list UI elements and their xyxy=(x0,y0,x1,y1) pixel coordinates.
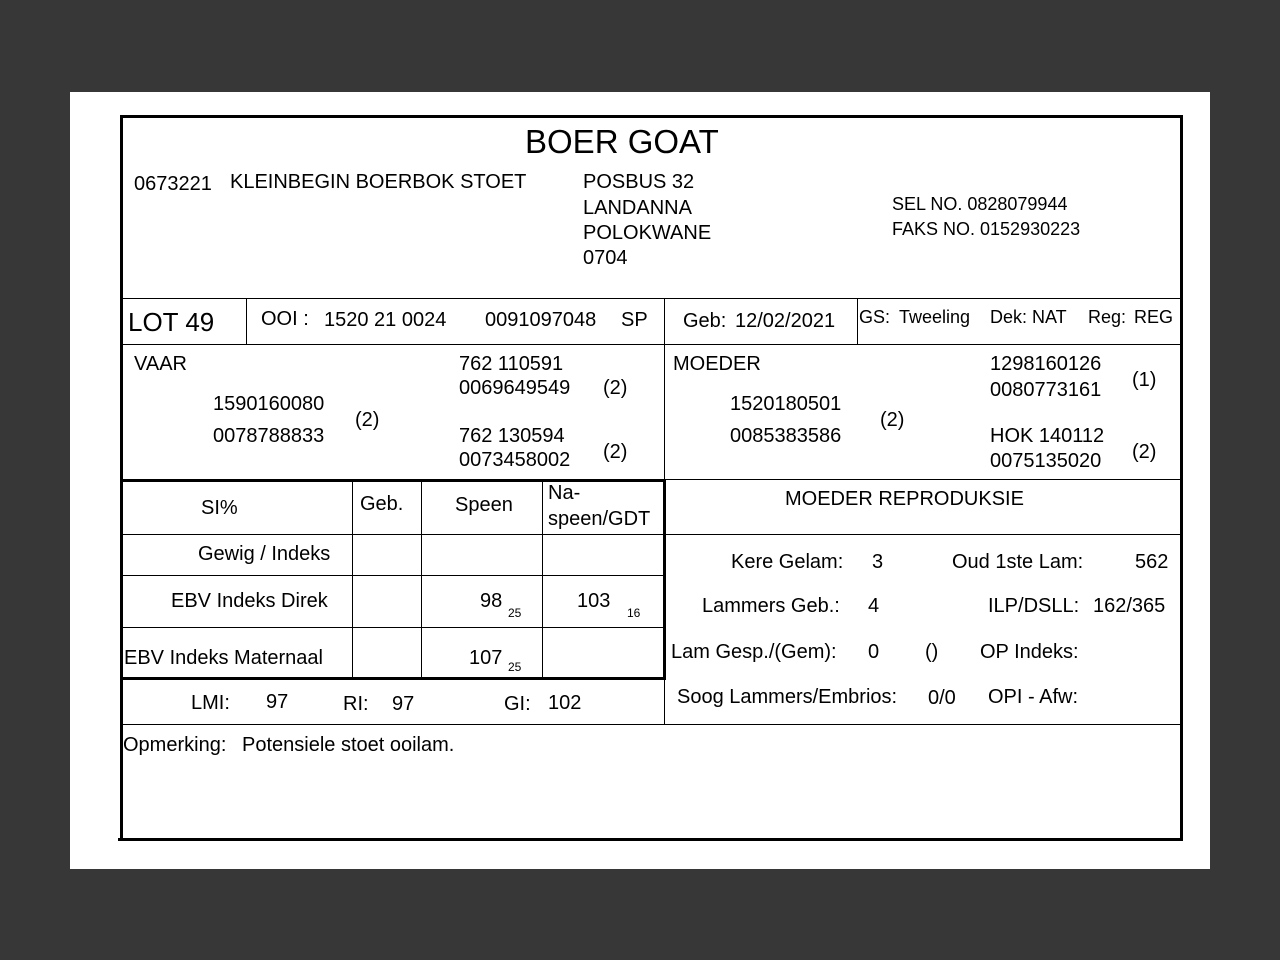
moeder-vaar-id: 1298160126 xyxy=(990,353,1102,375)
cell-number: SEL NO. 0828079944 xyxy=(892,194,1068,214)
kere-gelam-value: 3 xyxy=(872,551,884,573)
direk-speen-value: 98 xyxy=(480,590,503,612)
ooi-id: 1520 21 0024 xyxy=(324,309,447,331)
lammers-geb-label: Lammers Geb.: xyxy=(702,595,840,617)
lam-gesp-paren: () xyxy=(925,641,939,663)
moeder-moeder-reg: 0075135020 xyxy=(990,450,1102,472)
gs-label: GS: xyxy=(859,307,891,327)
oud-1ste-lam-value: 562 xyxy=(1135,551,1169,573)
moeder-count: (2) xyxy=(880,409,905,431)
lot-label: LOT 49 xyxy=(128,307,215,337)
address-line-4: 0704 xyxy=(583,247,628,269)
address-line-1: POSBUS 32 xyxy=(583,171,695,193)
col-header-naspeen-2: speen/GDT xyxy=(548,508,651,530)
reg-value: REG xyxy=(1134,307,1174,327)
repro-title: MOEDER REPRODUKSIE xyxy=(785,488,1024,510)
rule-pedigree-bottom-left xyxy=(122,479,665,482)
ilp-dsll-value: 162/365 xyxy=(1093,595,1166,617)
moeder-vaar-count: (1) xyxy=(1132,369,1157,391)
rule-col-geb-speen xyxy=(421,482,422,679)
lam-gesp-label: Lam Gesp./(Gem): xyxy=(671,641,837,663)
vaar-reg: 0078788833 xyxy=(213,425,325,447)
moeder-vaar-reg: 0080773161 xyxy=(990,379,1102,401)
frame-left xyxy=(120,115,123,841)
gs-value: Tweeling xyxy=(899,307,971,327)
fax-number: FAKS NO. 0152930223 xyxy=(892,219,1081,239)
breeder-name: KLEINBEGIN BOERBOK STOET xyxy=(230,171,527,193)
rule-perf-header xyxy=(122,534,665,535)
ooi-label: OOI : xyxy=(261,308,309,330)
vaar-moeder-reg: 0073458002 xyxy=(459,449,571,471)
address-line-2: LANDANNA xyxy=(583,197,692,219)
lammers-geb-value: 4 xyxy=(868,595,880,617)
lmi-value: 97 xyxy=(266,691,289,713)
rule-lot-top xyxy=(122,298,1180,299)
vaar-id: 1590160080 xyxy=(213,393,325,415)
geb-label: Geb: xyxy=(683,310,727,332)
gi-label: GI: xyxy=(504,693,531,715)
rule-col-si-geb xyxy=(352,482,353,679)
lmi-label: LMI: xyxy=(191,692,230,714)
vaar-moeder-count: (2) xyxy=(603,441,628,463)
row-label-direk: EBV Indeks Direk xyxy=(171,590,328,612)
rule-col-speen-naspeen xyxy=(542,482,543,679)
rule-repro-header xyxy=(665,534,1180,535)
address-line-3: POLOKWANE xyxy=(583,222,712,244)
direk-naspeen-value: 103 xyxy=(577,590,611,612)
remarks-label: Opmerking: xyxy=(123,734,227,756)
ooi-reg: 0091097048 xyxy=(485,309,597,331)
reg-label: Reg: xyxy=(1088,307,1127,327)
lam-gesp-value: 0 xyxy=(868,641,880,663)
row-label-maternaal: EBV Indeks Maternaal xyxy=(124,647,323,669)
ooi-sp: SP xyxy=(621,309,648,331)
rule-perf-maternaal xyxy=(122,677,666,680)
vaar-label: VAAR xyxy=(134,353,187,375)
maternaal-speen-value: 107 xyxy=(469,647,503,669)
soog-lammers-label: Soog Lammers/Embrios: xyxy=(677,686,898,708)
dek-label: Dek: xyxy=(990,307,1028,327)
col-header-si: SI% xyxy=(201,497,238,519)
frame-right xyxy=(1180,115,1183,841)
kere-gelam-label: Kere Gelam: xyxy=(731,551,844,573)
ilp-dsll-label: ILP/DSLL: xyxy=(988,595,1080,617)
moeder-moeder-id: HOK 140112 xyxy=(990,425,1105,447)
geb-date: 12/02/2021 xyxy=(735,310,836,332)
maternaal-speen-subscript: 25 xyxy=(508,660,522,674)
ri-label: RI: xyxy=(343,693,369,715)
direk-speen-subscript: 25 xyxy=(508,606,522,620)
frame-top xyxy=(120,115,1183,118)
moeder-label: MOEDER xyxy=(673,353,761,375)
oud-1ste-lam-label: Oud 1ste Lam: xyxy=(952,551,1084,573)
breeder-number: 0673221 xyxy=(134,173,212,195)
op-indeks-label: OP Indeks: xyxy=(980,641,1079,663)
dek-value: NAT xyxy=(1032,307,1067,327)
remarks-text: Potensiele stoet ooilam. xyxy=(242,734,455,756)
moeder-reg: 0085383586 xyxy=(730,425,842,447)
direk-naspeen-subscript: 16 xyxy=(627,606,641,620)
moeder-id: 1520180501 xyxy=(730,393,842,415)
rule-lot-bottom xyxy=(122,344,1180,345)
ri-value: 97 xyxy=(392,693,415,715)
vaar-vaar-id: 762 110591 xyxy=(459,353,564,375)
col-header-naspeen-1: Na- xyxy=(548,482,581,504)
moeder-moeder-count: (2) xyxy=(1132,441,1157,463)
col-header-speen: Speen xyxy=(455,494,513,516)
rule-geb-gs-divider xyxy=(857,298,858,344)
vaar-vaar-reg: 0069649549 xyxy=(459,377,571,399)
vaar-vaar-count: (2) xyxy=(603,377,628,399)
soog-lammers-value: 0/0 xyxy=(928,687,956,709)
rule-perf-right xyxy=(663,480,666,679)
rule-perf-gewig xyxy=(122,575,665,576)
frame-bottom xyxy=(118,838,1183,841)
row-label-gewig: Gewig / Indeks xyxy=(198,543,331,565)
vaar-moeder-id: 762 130594 xyxy=(459,425,565,447)
gi-value: 102 xyxy=(548,692,582,714)
rule-pedigree-bottom-right xyxy=(665,479,1180,480)
page-title: BOER GOAT xyxy=(525,123,719,160)
col-header-geb: Geb. xyxy=(360,493,404,515)
opi-afw-label: OPI - Afw: xyxy=(988,686,1079,708)
rule-remarks-top xyxy=(122,724,1180,725)
rule-lot-divider xyxy=(246,298,247,344)
vaar-count: (2) xyxy=(355,409,380,431)
rule-perf-direk xyxy=(122,627,665,628)
